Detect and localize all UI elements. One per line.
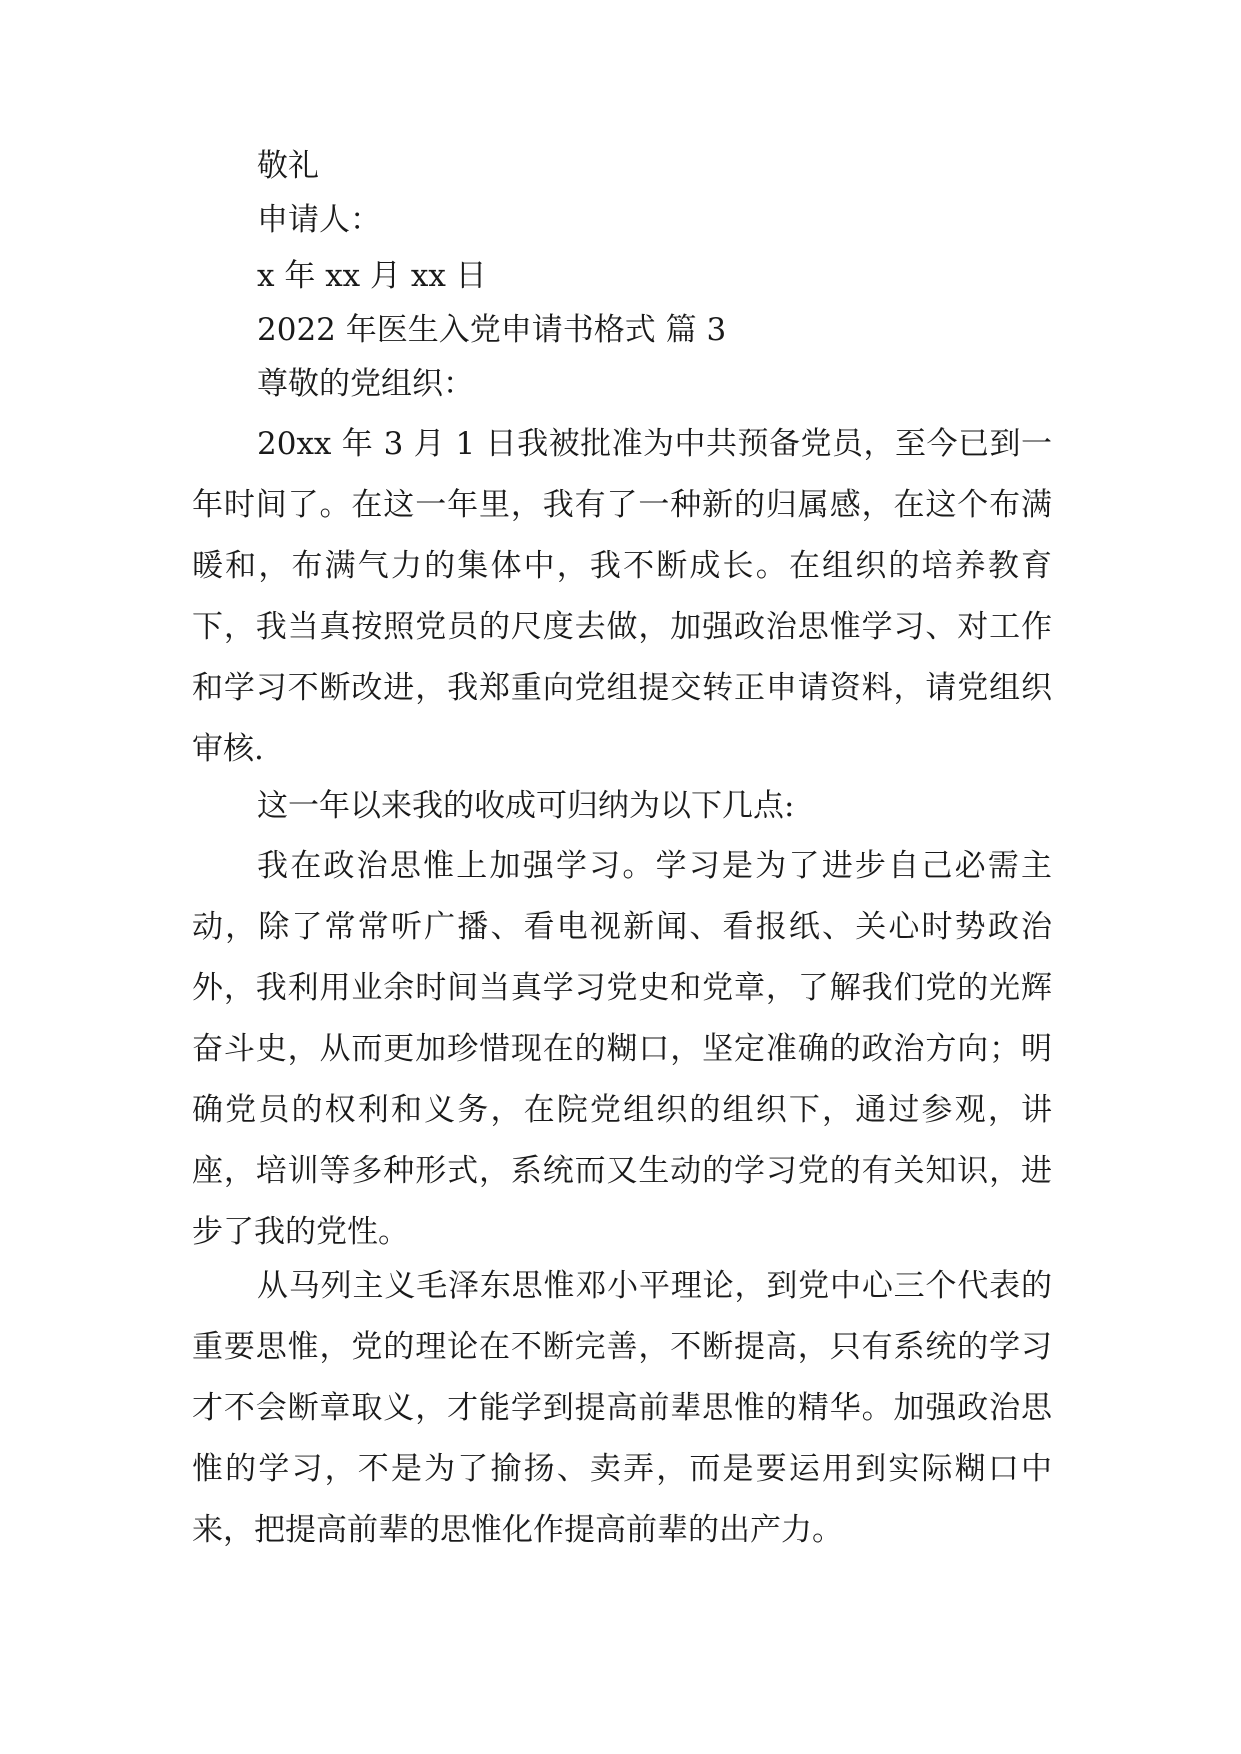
paragraph-1: 20xx 年 3 月 1 日我被批准为中共预备党员，至今已到一年时间了。在这一年里，我有了一种新的归属感，在这个布满暖和，布满气力的集体中，我不断成长。在组织的培养教育下，我当真按照党员的尺度去做，加强政治思惟学习、对工作和学习不断改进，我郑重向党组提交转正申请资料，请党组织审核. [192,426,1052,767]
date-line: x 年 xx 月 xx 日 [257,258,487,294]
paragraph-4: 从马列主义毛泽东思惟邓小平理论，到党中心三个代表的重要思惟，党的理论在不断完善，不断提高，只有系统的学习才不会断章取义，才能学到提高前辈思惟的精华。加强政治思惟的学习，不是为了揄扬、卖弄，而是要运用到实际糊口中来，把提高前辈的思惟化作提高前辈的出产力。 [192,1268,1052,1548]
paragraph-3: 我在政治思惟上加强学习。学习是为了进步自己必需主动，除了常常听广播、看电视新闻、看报纸、关心时势政治外，我利用业余时间当真学习党史和党章，了解我们党的光辉奋斗史，从而更加珍惜现在的糊口，坚定准确的政治方向；明确党员的权利和义务，在院党组织的组织下，通过参观，讲座，培训等多种形式，系统而又生动的学习党的有关知识，进步了我的党性。 [192,848,1052,1250]
applicant-label: 申请人： [257,202,381,238]
closing-line: 敬礼 [257,148,319,184]
section-title: 2022 年医生入党申请书格式 篇 3 [257,312,727,348]
salutation: 尊敬的党组织： [257,366,474,402]
paragraph-2: 这一年以来我的收成可归纳为以下几点: [257,788,795,824]
